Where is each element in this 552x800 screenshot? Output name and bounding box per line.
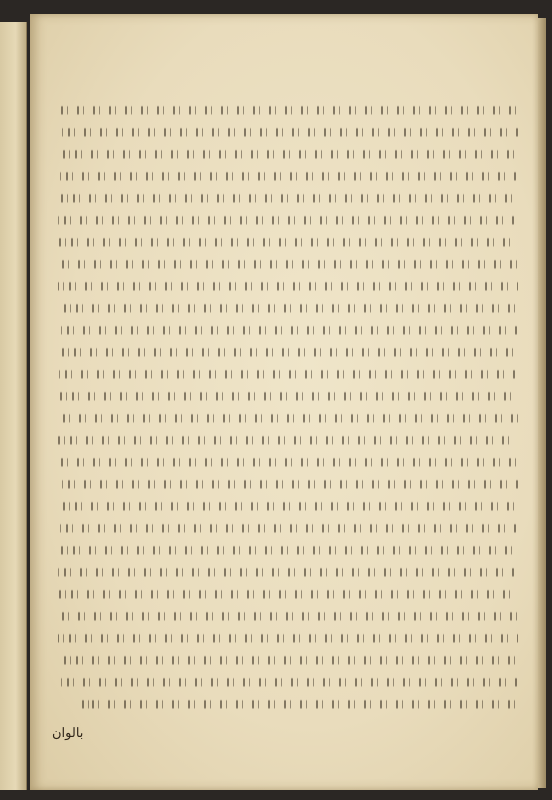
text-line	[58, 122, 518, 140]
text-line	[58, 452, 518, 470]
text-line	[58, 100, 518, 118]
handwritten-line	[58, 562, 518, 580]
handwritten-line	[58, 496, 518, 514]
text-line	[58, 320, 518, 338]
handwritten-line	[58, 650, 518, 668]
handwritten-line	[58, 672, 518, 690]
handwritten-line	[58, 320, 518, 338]
handwritten-line	[58, 474, 518, 492]
handwritten-line	[58, 144, 518, 162]
text-line	[58, 562, 518, 580]
handwritten-line	[58, 276, 518, 294]
handwritten-line	[58, 540, 518, 558]
text-line	[58, 408, 518, 426]
handwritten-line	[58, 232, 518, 250]
handwritten-line	[58, 166, 518, 184]
handwritten-line	[58, 518, 518, 536]
handwritten-line	[58, 452, 518, 470]
handwritten-line	[76, 694, 518, 712]
text-line	[58, 298, 518, 316]
text-line	[58, 342, 518, 360]
catchword: بالوان	[52, 726, 84, 741]
handwritten-line	[58, 628, 518, 646]
handwritten-line	[58, 298, 518, 316]
text-line	[58, 694, 518, 712]
handwritten-line	[58, 408, 518, 426]
previous-page-edge	[0, 22, 27, 790]
text-line	[58, 166, 518, 184]
text-line	[58, 518, 518, 536]
text-line	[58, 276, 518, 294]
text-line	[58, 672, 518, 690]
text-line	[58, 606, 518, 624]
handwritten-line	[58, 364, 518, 382]
text-line	[58, 650, 518, 668]
handwritten-line	[58, 584, 518, 602]
page-fore-edge	[538, 18, 546, 788]
text-line	[58, 628, 518, 646]
handwritten-line	[58, 606, 518, 624]
handwritten-line	[58, 188, 518, 206]
handwritten-line	[58, 254, 518, 272]
text-line	[58, 210, 518, 228]
text-line	[58, 254, 518, 272]
handwritten-line	[58, 210, 518, 228]
handwritten-line	[58, 386, 518, 404]
text-line	[58, 144, 518, 162]
handwritten-line	[58, 430, 518, 448]
text-line	[58, 232, 518, 250]
text-line	[58, 364, 518, 382]
text-line	[58, 430, 518, 448]
text-line	[58, 474, 518, 492]
text-line	[58, 496, 518, 514]
handwritten-line	[58, 342, 518, 360]
arabic-text-block	[58, 100, 518, 700]
text-line	[58, 188, 518, 206]
handwritten-line	[58, 100, 518, 118]
text-line	[58, 584, 518, 602]
text-line	[58, 386, 518, 404]
handwritten-line	[58, 122, 518, 140]
text-line	[58, 540, 518, 558]
